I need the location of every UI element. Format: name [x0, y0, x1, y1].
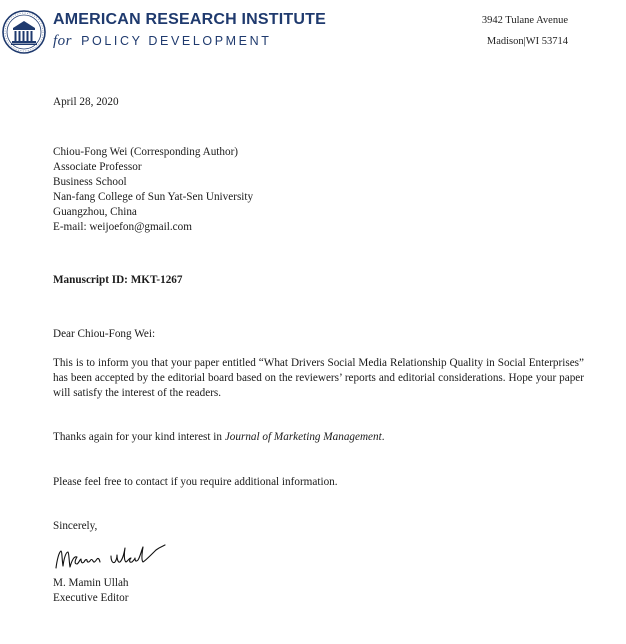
address-line-1: 3942 Tulane Avenue: [481, 15, 568, 26]
signer-name: M. Mamin Ullah: [53, 577, 129, 589]
letter-date: April 28, 2020: [53, 96, 119, 108]
thanks-suffix: .: [381, 431, 385, 443]
closing: Sincerely,: [53, 520, 98, 532]
recipient-block: [53, 145, 253, 235]
thanks-prefix: Thanks again for your kind interest in: [53, 431, 225, 443]
manuscript-id: Manuscript ID: MKT-1267: [53, 274, 183, 286]
institute-name-text: AMERICAN RESEARCH INSTITUTE: [53, 11, 326, 28]
institute-subtitle: [53, 33, 271, 50]
salutation: Dear Chiou-Fong Wei:: [53, 328, 156, 340]
recipient-email: E-mail: weijoefon@gmail.com: [53, 221, 192, 233]
institute-name: [53, 11, 326, 29]
signer-title: Executive Editor: [53, 592, 129, 604]
acceptance-paragraph: This is to inform you that your paper entitled “What Drivers Social Media Relationship Quality in Social Enterprises” has been accepted by the editorial board based on the reviewers’ reports and editorial considerations. Hope your paper will satisfy the interest of the readers.: [53, 357, 584, 399]
contact-paragraph: Please feel free to contact if you require additional information.: [53, 476, 338, 488]
recipient-location: Guangzhou, China: [53, 206, 137, 218]
signer-block: [53, 576, 129, 606]
journal-name: Journal of Marketing Management: [224, 431, 382, 443]
address-line-2: Madison|WI 53714: [486, 36, 568, 47]
handwritten-signature: [53, 542, 173, 576]
thanks-paragraph: [53, 430, 385, 445]
institute-subtitle-rest: POLICY DEVELOPMENT: [81, 34, 272, 48]
recipient-position: Associate Professor: [53, 161, 142, 173]
recipient-institution: Nan-fang College of Sun Yat-Sen University: [53, 191, 254, 203]
institute-seal-icon: [2, 9, 46, 55]
recipient-name: Chiou-Fong Wei (Corresponding Author): [53, 146, 239, 158]
institute-address: [482, 10, 568, 52]
institute-subtitle-for: for: [53, 33, 73, 49]
recipient-department: Business School: [53, 176, 127, 188]
